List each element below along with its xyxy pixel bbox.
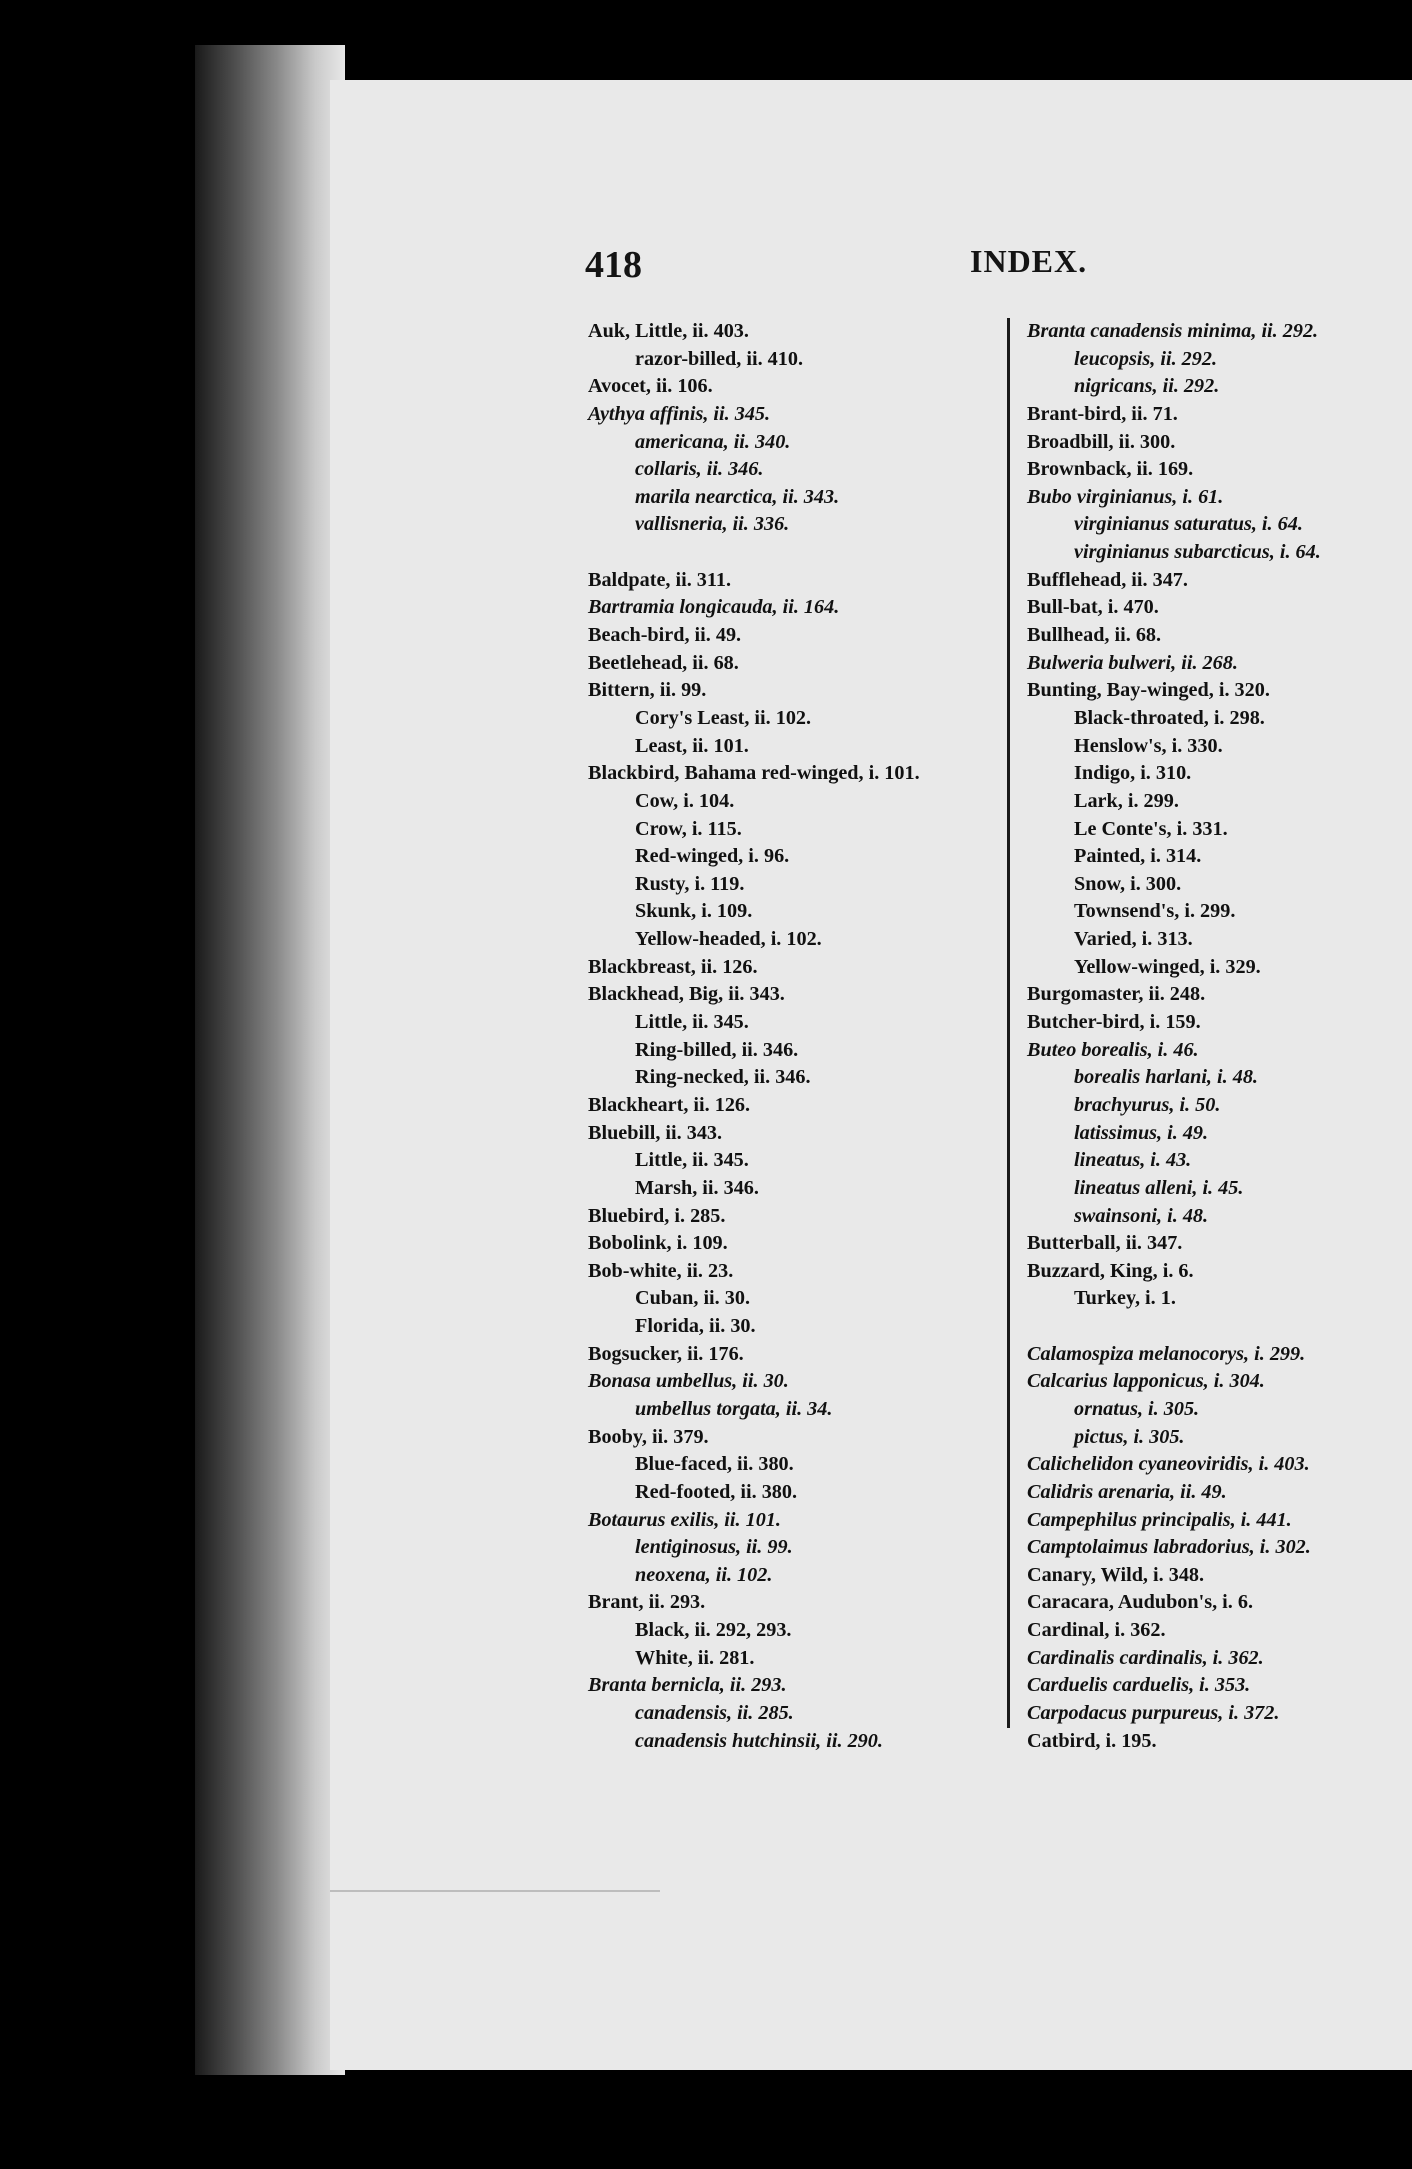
index-entry: Auk, Little, ii. 403. [588, 320, 749, 342]
index-entry: Calamospiza melanocorys, i. 299. [1027, 1342, 1306, 1365]
index-subentry: Marsh, ii. 346. [635, 1176, 759, 1199]
index-subentry: Turkey, i. 1. [1074, 1287, 1176, 1310]
index-subentry: Henslow's, i. 330. [1074, 734, 1223, 757]
index-entry: Bonasa umbellus, ii. 30. [588, 1370, 789, 1393]
index-subentry: umbellus torgata, ii. 34. [635, 1397, 833, 1420]
running-title: INDEX. [970, 243, 1088, 279]
index-entry: Canary, Wild, i. 348. [1027, 1563, 1205, 1586]
index-subentry: Little, ii. 345. [635, 1011, 749, 1034]
index-subentry: razor-billed, ii. 410. [635, 347, 804, 370]
index-subentry: lineatus, i. 43. [1074, 1149, 1192, 1172]
index-entry: Baldpate, ii. 311. [588, 568, 732, 591]
index-subentry: nigricans, ii. 292. [1074, 375, 1220, 398]
index-subentry: collaris, ii. 346. [635, 458, 764, 481]
index-entry: Calidris arenaria, ii. 49. [1027, 1480, 1227, 1503]
index-subentry: Skunk, i. 109. [635, 900, 753, 923]
index-entry: Bubo virginianus, i. 61. [1027, 485, 1224, 508]
index-subentry: Cuban, ii. 30. [635, 1287, 750, 1310]
index-entry: Bob-white, ii. 23. [588, 1259, 734, 1282]
index-entry: Brant-bird, ii. 71. [1027, 402, 1178, 425]
index-entry: Cardinal, i. 362. [1027, 1619, 1166, 1642]
index-subentry: virginianus subarcticus, i. 64. [1074, 541, 1321, 564]
index-entry: Bartramia longicauda, ii. 164. [588, 596, 840, 619]
index-entry: Butterball, ii. 347. [1027, 1232, 1183, 1255]
index-entry: Beetlehead, ii. 68. [588, 651, 739, 674]
index-entry: Bull-bat, i. 470. [1027, 596, 1159, 619]
index-subentry: Black-throated, i. 298. [1074, 706, 1265, 729]
index-subentry: Cow, i. 104. [635, 789, 735, 812]
page-header [585, 243, 1088, 286]
index-entry: Burgomaster, ii. 248. [1027, 983, 1206, 1006]
index-subentry: Black, ii. 292, 293. [635, 1619, 792, 1642]
index-subentry: latissimus, i. 49. [1074, 1121, 1209, 1144]
index-subentry: swainsoni, i. 48. [1074, 1204, 1209, 1227]
index-entry: Catbird, i. 195. [1027, 1729, 1157, 1752]
index-subentry: Florida, ii. 30. [635, 1315, 756, 1338]
index-entry: Blackbird, Bahama red-winged, i. 101. [588, 762, 920, 785]
index-subentry: Varied, i. 313. [1074, 928, 1193, 951]
index-subentry: Ring-necked, ii. 346. [635, 1066, 811, 1089]
index-subentry: brachyurus, i. 50. [1074, 1093, 1221, 1116]
index-entry: Brownback, ii. 169. [1027, 458, 1194, 481]
index-entry: Brant, ii. 293. [588, 1591, 706, 1614]
index-subentry: marila nearctica, ii. 343. [635, 485, 840, 508]
index-subentry: vallisneria, ii. 336. [635, 513, 790, 536]
index-entry: Calichelidon cyaneoviridis, i. 403. [1027, 1453, 1310, 1476]
index-subentry: Blue-faced, ii. 380. [635, 1453, 794, 1476]
index-entry: Calcarius lapponicus, i. 304. [1027, 1370, 1265, 1393]
index-entry: Avocet, ii. 106. [588, 375, 713, 398]
index-entry: Bunting, Bay-winged, i. 320. [1027, 679, 1270, 702]
index-subentry: lentiginosus, ii. 99. [635, 1536, 793, 1559]
index-subentry: Crow, i. 115. [635, 817, 742, 840]
index-entry: Campephilus principalis, i. 441. [1027, 1508, 1292, 1531]
index-subentry: Painted, i. 314. [1074, 845, 1202, 868]
index-subentry: Red-footed, ii. 380. [635, 1480, 798, 1503]
index-subentry: neoxena, ii. 102. [635, 1563, 773, 1586]
index-entry: Bullhead, ii. 68. [1027, 624, 1162, 647]
index-subentry: Red-winged, i. 96. [635, 845, 790, 868]
index-entry: Broadbill, ii. 300. [1027, 430, 1176, 453]
index-subentry: Rusty, i. 119. [635, 872, 745, 895]
index-entry: Bulweria bulweri, ii. 268. [1027, 651, 1238, 674]
index-subentry: Lark, i. 299. [1074, 789, 1179, 812]
column-divider [1007, 318, 1010, 1728]
index-subentry: lineatus alleni, i. 45. [1074, 1176, 1244, 1199]
index-entry: Cardinalis cardinalis, i. 362. [1027, 1646, 1264, 1669]
index-subentry: Townsend's, i. 299. [1074, 900, 1236, 923]
index-entry: Botaurus exilis, ii. 101. [588, 1508, 781, 1531]
index-subentry: Least, ii. 101. [635, 734, 749, 757]
index-subentry: Indigo, i. 310. [1074, 762, 1192, 785]
page-number: 418 [585, 244, 642, 286]
index-entry: Bluebird, i. 285. [588, 1204, 726, 1227]
index-entry: Carpodacus purpureus, i. 372. [1027, 1702, 1280, 1725]
index-subentry: americana, ii. 340. [635, 430, 791, 453]
index-entry: Camptolaimus labradorius, i. 302. [1027, 1536, 1311, 1559]
index-subentry: White, ii. 281. [635, 1646, 755, 1669]
index-entry: Blackheart, ii. 126. [588, 1093, 751, 1116]
index-entry: Blackhead, Big, ii. 343. [588, 983, 785, 1006]
index-entry: Blackbreast, ii. 126. [588, 955, 758, 978]
index-subentry: pictus, i. 305. [1074, 1425, 1185, 1448]
book-gutter-shadow [195, 45, 345, 2075]
index-subentry: Ring-billed, ii. 346. [635, 1038, 799, 1061]
index-subentry: Snow, i. 300. [1074, 872, 1182, 895]
index-entry: Carduelis carduelis, i. 353. [1027, 1674, 1251, 1697]
index-subentry: Cory's Least, ii. 102. [635, 706, 812, 729]
index-entry: Bobolink, i. 109. [588, 1232, 728, 1255]
scan-line [330, 1890, 660, 1892]
index-subentry: canadensis hutchinsii, ii. 290. [635, 1729, 883, 1752]
index-entry: Bluebill, ii. 343. [588, 1121, 723, 1144]
index-subentry: Le Conte's, i. 331. [1074, 817, 1228, 840]
index-entry: Buteo borealis, i. 46. [1027, 1038, 1199, 1061]
index-subentry: canadensis, ii. 285. [635, 1702, 794, 1725]
index-entry: Buzzard, King, i. 6. [1027, 1259, 1194, 1282]
index-subentry: Yellow-winged, i. 329. [1074, 955, 1261, 978]
index-subentry: Yellow-headed, i. 102. [635, 928, 822, 951]
index-entry: Butcher-bird, i. 159. [1027, 1011, 1201, 1034]
index-column-left [588, 318, 998, 1755]
index-entry: Aythya affinis, ii. 345. [588, 402, 771, 425]
index-entry: Beach-bird, ii. 49. [588, 624, 742, 647]
index-subentry: Little, ii. 345. [635, 1149, 749, 1172]
index-subentry: leucopsis, ii. 292. [1074, 347, 1217, 370]
index-subentry: ornatus, i. 305. [1074, 1397, 1200, 1420]
index-column-right [1027, 318, 1412, 1755]
index-entry: Bittern, ii. 99. [588, 679, 707, 702]
index-entry: Caracara, Audubon's, i. 6. [1027, 1591, 1254, 1614]
index-subentry: borealis harlani, i. 48. [1074, 1066, 1258, 1089]
index-entry: Branta canadensis minima, ii. 292. [1027, 320, 1319, 342]
index-entry: Branta bernicla, ii. 293. [588, 1674, 787, 1697]
index-subentry: virginianus saturatus, i. 64. [1074, 513, 1303, 536]
index-entry: Booby, ii. 379. [588, 1425, 709, 1448]
index-entry: Bufflehead, ii. 347. [1027, 568, 1188, 591]
index-entry: Bogsucker, ii. 176. [588, 1342, 744, 1365]
